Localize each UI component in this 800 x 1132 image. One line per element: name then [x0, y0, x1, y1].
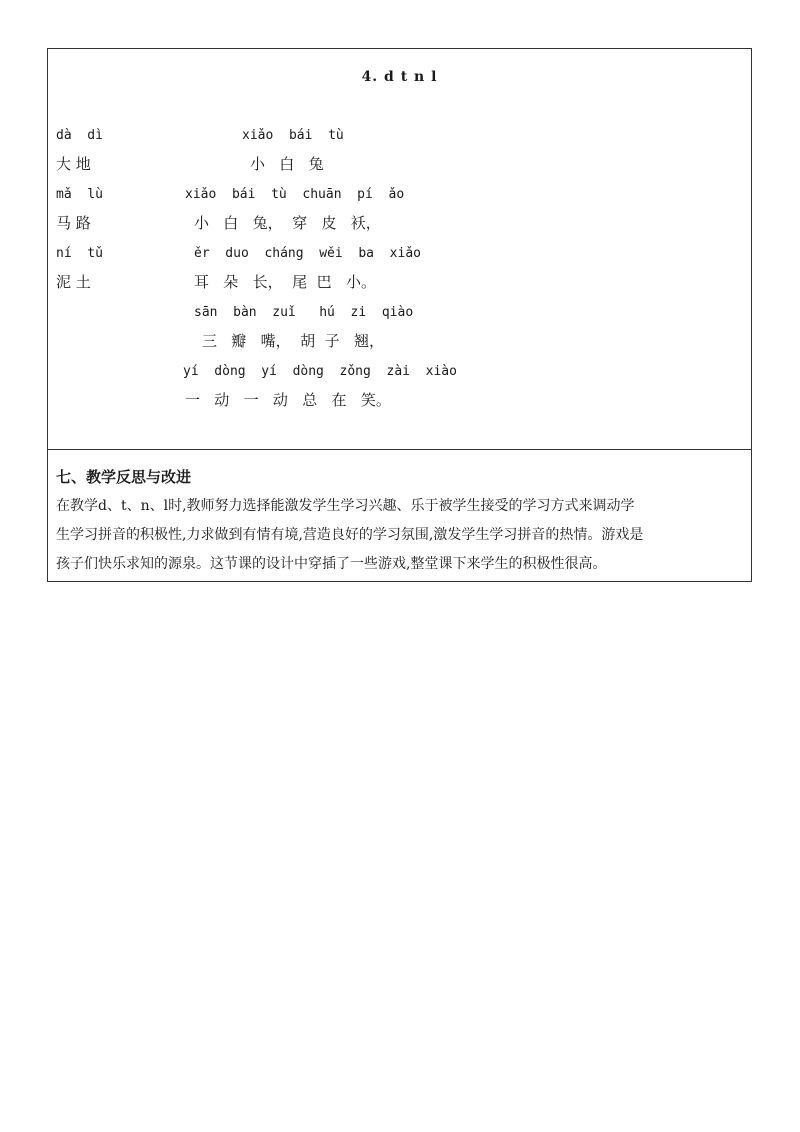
reflection-body	[56, 492, 746, 579]
poem-title-pinyin: xiǎo bái tù	[242, 128, 344, 143]
poem-line-3-hanzi: 三 瓣 嘴， 胡 子 翘，	[202, 332, 384, 350]
word-hanzi-1: 大 地	[56, 155, 91, 173]
word-hanzi-3: 泥 土	[56, 273, 91, 291]
poem-line-2-hanzi: 耳 朵 长， 尾 巴 小。	[194, 273, 376, 291]
word-pinyin-2: mǎ lù	[56, 187, 103, 202]
word-hanzi-2: 马 路	[56, 214, 91, 232]
poem-line-2-pinyin: ěr duo cháng wěi ba xiǎo	[194, 246, 421, 261]
reflection-line-3: 孩子们快乐求知的源泉。这节课的设计中穿插了一些游戏,整堂课下来学生的积极性很高。	[56, 556, 607, 572]
poem-line-4-hanzi: 一 动 一 动 总 在 笑。	[185, 391, 391, 409]
poem-title-hanzi: 小 白 兔	[250, 155, 324, 173]
poem-line-4-pinyin: yí dòng yí dòng zǒng zài xiào	[183, 364, 457, 379]
word-pinyin-3: ní tǔ	[56, 246, 103, 261]
poem-line-3-pinyin: sān bàn zuǐ hú zi qiào	[194, 305, 414, 320]
word-pinyin-1: dà dì	[56, 128, 103, 143]
reflection-line-1: 在教学d、t、n、l时,教师努力选择能激发学生学习兴趣、乐于被学生接受的学习方式来调动学	[56, 498, 635, 514]
section-divider	[48, 449, 751, 450]
reflection-line-2: 生学习拼音的积极性,力求做到有情有境,营造良好的学习氛围,激发学生学习拼音的热情。游戏是	[56, 527, 644, 543]
poem-line-1-pinyin: xiǎo bái tù chuān pí ǎo	[185, 187, 405, 202]
lesson-table	[47, 48, 752, 582]
poem-line-1-hanzi: 小 白 兔， 穿 皮 袄，	[194, 214, 381, 232]
lesson-title: 4. d t n l	[361, 69, 438, 85]
reflection-heading: 七、教学反思与改进	[56, 468, 192, 486]
